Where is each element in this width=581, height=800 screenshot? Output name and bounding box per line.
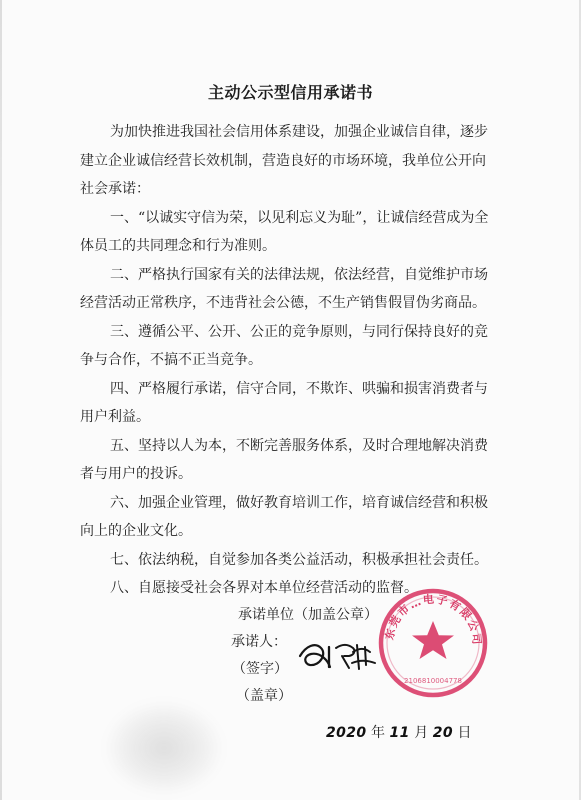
date-month: 11 [389, 725, 410, 741]
seal-code: 2106810004778 [404, 677, 462, 685]
commitment-person-label: 承诺人： [231, 634, 287, 650]
date-year: 2020 [326, 725, 367, 741]
stamp-label: （盖章） [236, 688, 292, 704]
document-body [80, 118, 498, 603]
intro-paragraph: 为加快推进我国社会信用体系建设，加强企业诚信自律，逐步建立企业诚信经营长效机制，营造良好的市场环境，我单位公开向社会承诺： [80, 124, 488, 197]
commitment-item-5: 五、坚持以人为本，不断完善服务体系，及时合理地解决消费者与用户的投诉。 [80, 437, 488, 482]
date-day-suffix: 日 [457, 725, 472, 741]
document-date [326, 722, 471, 742]
date-year-suffix: 年 [371, 725, 386, 741]
signature-label: （签字） [232, 661, 288, 677]
commitment-item-4: 四、严格履行承诺，信守合同，不欺诈、哄骗和损害消费者与用户利益。 [80, 380, 488, 425]
document-title: 主动公示型信用承诺书 [207, 83, 373, 102]
scan-shadow-left [0, 0, 2, 800]
commitment-item-7: 七、依法纳税，自觉参加各类公益活动，积极承担社会责任。 [110, 551, 488, 568]
commitment-item-1: 一、“以诚实守信为荣，以见利忘义为耻”，让诚信经营成为全体员工的共同理念和行为准则。 [80, 209, 489, 254]
scan-smudge [104, 700, 224, 796]
commitment-item-3: 三、遵循公平、公开、公正的竞争原则，与同行保持良好的竞争与合作，不搞不正当竞争。 [80, 323, 488, 368]
seal-company-name: 东莞市…电子有限公司 [382, 592, 484, 647]
date-month-suffix: 月 [414, 725, 429, 741]
commitment-unit-label: 承诺单位（加盖公章） [238, 607, 378, 623]
commitment-item-6: 六、加强企业管理，做好教育培训工作，培育诚信经营和积极向上的企业文化。 [80, 494, 488, 539]
handwritten-signature-image [295, 638, 379, 674]
date-day: 20 [432, 725, 453, 741]
commitment-item-8: 八、自愿接受社会各界对本单位经营活动的监督。 [110, 580, 418, 596]
commitment-item-2: 二、严格执行国家有关的法律法规，依法经营，自觉维护市场经营活动正常秩序，不违背社会公德，不生产销售假冒伪劣商品。 [80, 266, 488, 311]
